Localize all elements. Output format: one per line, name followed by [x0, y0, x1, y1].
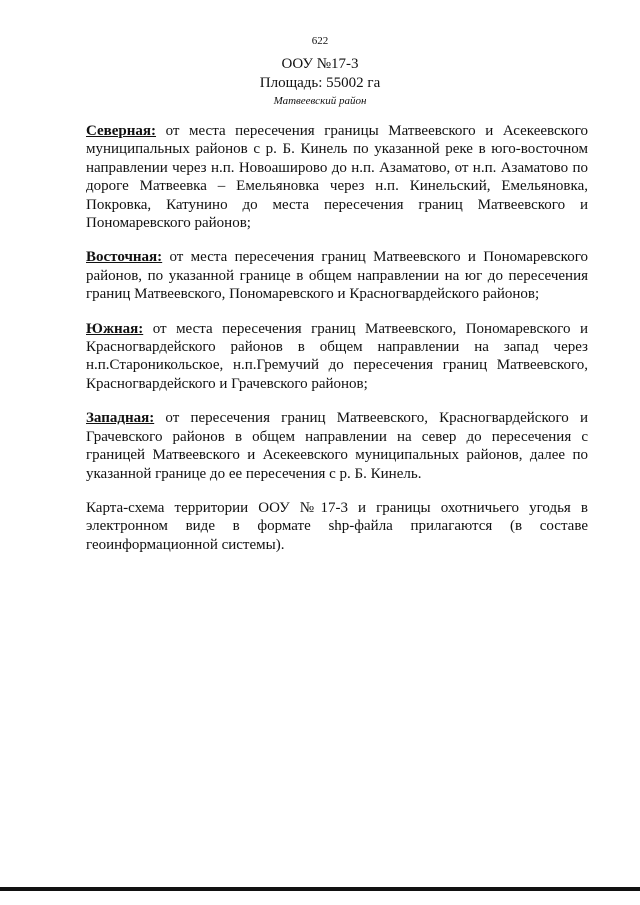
boundary-text: от места пересечения границы Матвеевского и Асекеевского муниципальных районов с р. Б. Кинель по указанной реке в юго-восточном направлении через н.п. Новоаширово до н.п. Азаматово, от н.п. Азаматово по дороге Матвеевка – Емельяновка через н.п. Кинельский, Емельяновка, Покровка, Катунино до места пересечения границ Матвеевского и Пономаревского районов;: [86, 123, 588, 232]
territory-code: ООУ №17-3: [281, 56, 359, 72]
bottom-rule: [0, 887, 640, 891]
boundary-south: [86, 320, 588, 394]
boundary-west: [86, 409, 588, 483]
boundary-east: [86, 248, 588, 303]
district-name: Матвеевский район: [273, 95, 367, 107]
boundary-text: от места пересечения границ Матвеевского и Пономаревского районов, по указанной границе в общем направлении на юг до пересечения границ Матвеевского, Пономаревского и Красногвардейского районов;: [86, 249, 588, 303]
document-header: [0, 55, 640, 109]
territory-area: Площадь: 55002 га: [259, 75, 381, 91]
boundary-label: Восточная:: [86, 249, 163, 266]
boundary-text: от пересечения границ Матвеевского, Красногвардейского и Грачевского районов в общем направлении на север до пересечения с границей Матвеевского и Асекеевского муниципальных районов, далее по указанной границе до ее пересечения с р. Б. Кинель.: [86, 410, 588, 482]
boundary-north: [86, 122, 588, 232]
document-body: [86, 122, 588, 570]
boundary-label: Южная:: [86, 320, 144, 337]
boundary-text: от места пересечения границ Матвеевского, Пономаревского и Красногвардейского районов в общем направлении на запад через н.п.Староникольское, н.п.Гремучий до пересечения границ Матвеевского, Красногвардейского и Грачевского районов;: [86, 320, 588, 392]
page-number: 622: [311, 35, 329, 47]
boundary-label: Северная:: [86, 123, 157, 139]
boundary-label: Западная:: [86, 410, 155, 427]
closing-paragraph: Карта-схема территории ООУ №17-3 и границы охотничьего угодья в электронном виде в формате shp-файла прилагаются (в составе геоинформационной системы).: [86, 499, 588, 553]
